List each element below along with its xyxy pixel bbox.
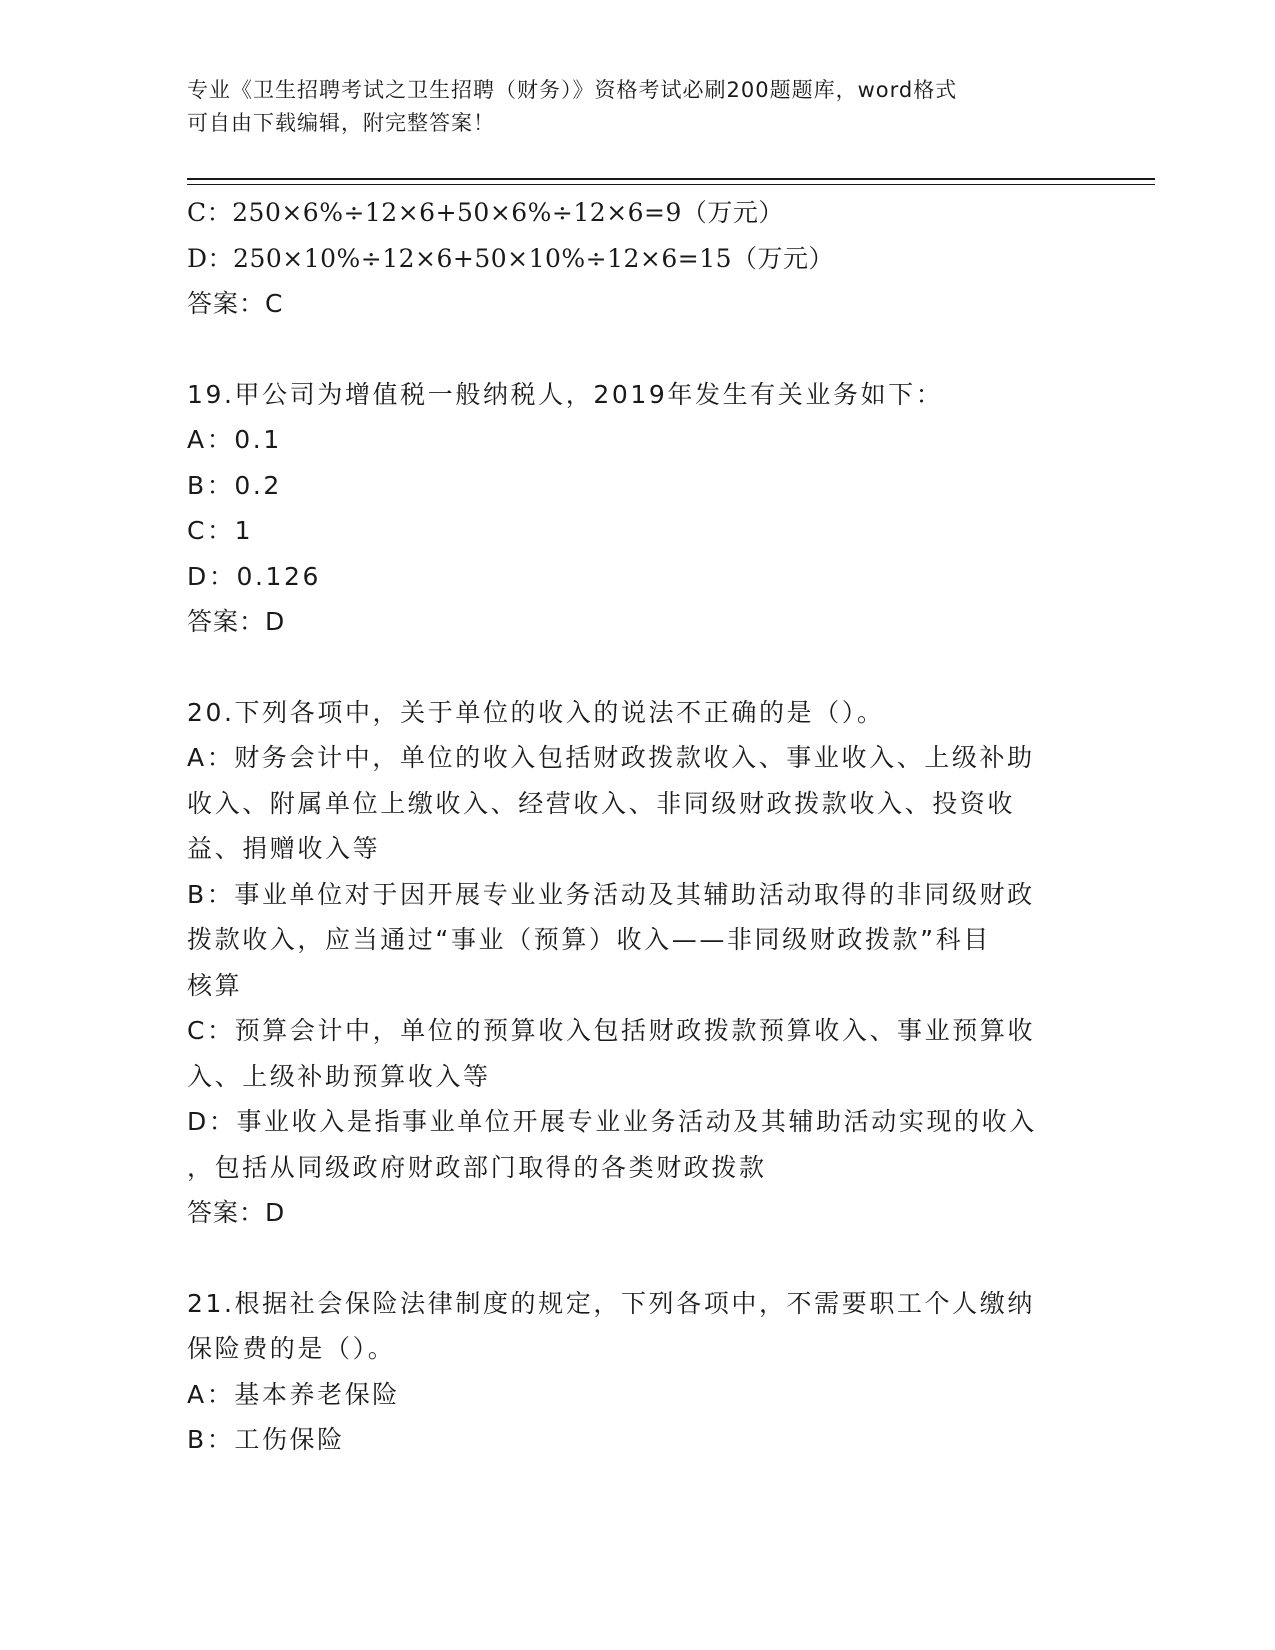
q19-question: 19.甲公司为增值税一般纳税人，2019年发生有关业务如下： [187,379,944,409]
header-divider-thin [187,184,1155,185]
q21-option-b: B：工伤保险 [187,1425,345,1454]
q20-option-d-line-1: D：事业收入是指事业单位开展专业业务活动及其辅助活动实现的收入 [187,1107,1037,1136]
q19-option-d: D：0.126 [187,561,322,591]
q18-answer: 答案：C [187,289,284,318]
header-line-1: 专业《卫生招聘考试之卫生招聘（财务）》资格考试必刷200题题库，word格式 [187,78,958,102]
question-21 [187,1281,1077,1463]
q20-answer: 答案：D [187,1198,286,1227]
q20-option-c-line-2: 入、上级补助预算收入等 [187,1061,491,1091]
q20-option-b-line-2: 拨款收入，应当通过“事业（预算）收入——非同级财政拨款”科目 [187,925,991,954]
q21-option-a: A：基本养老保险 [187,1379,400,1409]
question-20 [187,690,1077,1236]
q19-option-c: C：1 [187,516,254,545]
q20-option-a-line-3: 益、捐赠收入等 [187,834,381,863]
q18-option-c: C：250×6%÷12×6+50×6%÷12×6=9（万元） [187,198,784,227]
q19-answer: 答案：D [187,607,286,636]
q19-option-a: A：0.1 [187,425,282,454]
q20-option-c-line-1: C：预算会计中，单位的预算收入包括财政拨款预算收入、事业预算收 [187,1016,1036,1045]
q20-option-b-line-1: B：事业单位对于因开展专业业务活动及其辅助活动取得的非同级财政 [187,879,1035,909]
q21-question-line-2: 保险费的是（）。 [187,1334,396,1363]
spacer [187,1236,1077,1281]
question-19 [187,372,1077,645]
q20-option-a-line-1: A：财务会计中，单位的收入包括财政拨款收入、事业收入、上级补助 [187,743,1035,772]
q19-option-b: B：0.2 [187,470,282,500]
header-line-2: 可自由下载编辑，附完整答案！ [187,111,495,135]
q18-option-d: D：250×10%÷12×6+50×10%÷12×6=15（万元） [187,243,835,273]
question-content [187,190,1077,1463]
q21-question-line-1: 21.根据社会保险法律制度的规定，下列各项中，不需要职工个人缴纳 [187,1288,1035,1318]
q20-question: 20.下列各项中，关于单位的收入的说法不正确的是（）。 [187,697,885,727]
document-header [187,74,1067,140]
header-divider-thick [187,178,1155,180]
q20-option-d-line-2: ，包括从同级政府财政部门取得的各类财政拨款 [187,1152,767,1182]
spacer [187,327,1077,372]
question-18-tail [187,190,1077,327]
q20-option-a-line-2: 收入、附属单位上缴收入、经营收入、非同级财政拨款收入、投资收 [187,788,1016,818]
q20-option-b-line-3: 核算 [187,970,243,1000]
spacer [187,645,1077,690]
